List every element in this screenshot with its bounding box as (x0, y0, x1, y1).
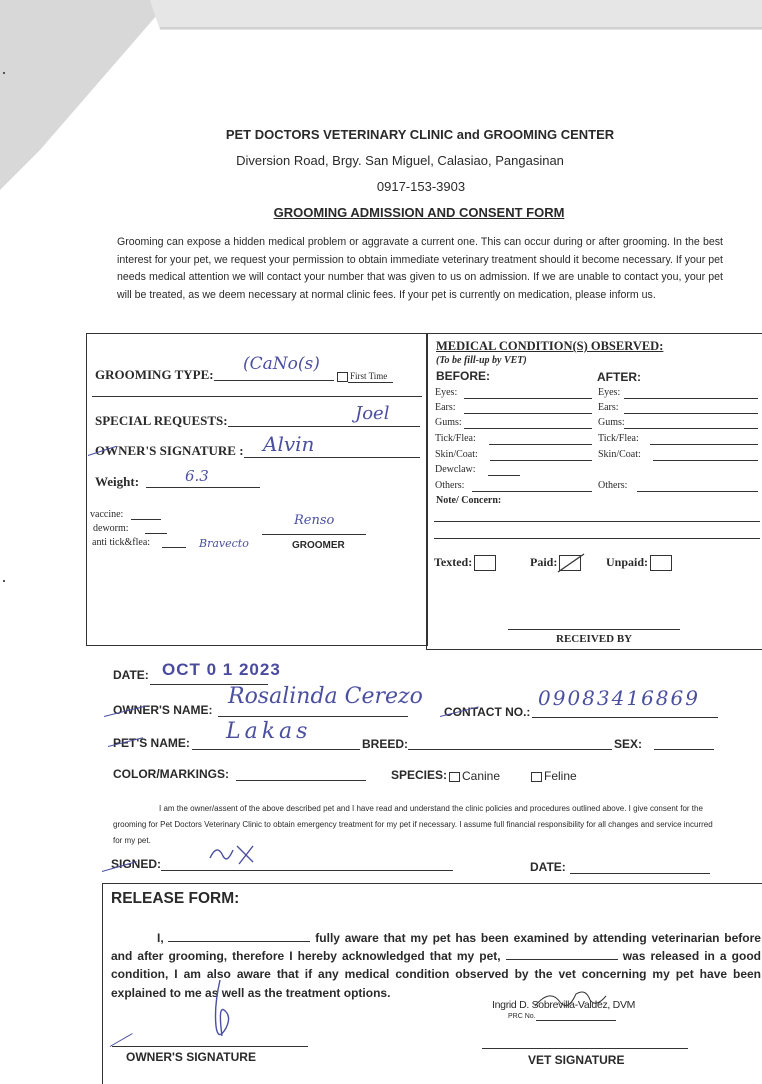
texted-checkbox[interactable] (474, 555, 496, 571)
vet-name: Ingrid D. Sobrevilla-Valdez, DVM (492, 999, 636, 1011)
weight-value[interactable]: 6.3 (185, 467, 209, 485)
paid-option[interactable]: Paid: (530, 555, 581, 571)
clinic-phone: 0917-153-3903 (376, 179, 466, 194)
canine-checkbox[interactable] (449, 772, 460, 782)
received-by-label: RECEIVED BY (556, 633, 633, 645)
intro-paragraph: Grooming can expose a hidden medical problem or aggravate a current one. This can occur during or after grooming. In the best interest for your pet, we request your permission to obtain immediate veterinary treatment should it become necessary. If your pet needs medical attention we will contact your number that was given to us on admission. If we are unable to contact you, your pet will be treated, as we deem necessary at normal clinic fees. If your pet is currently on medication, please inform us. (117, 236, 723, 301)
owner-release-signature (196, 976, 246, 1046)
edge-mark (3, 580, 5, 582)
before-field-row[interactable]: Tick/Flea: (435, 433, 476, 444)
contact-value[interactable]: 09083416869 (538, 686, 700, 710)
release-paragraph: I, fully aware that my pet has been examined by attending veterinarian before and after grooming, therefore I hereby acknowledged that my pet, was released in a good condition, I am also aware that if any medical condition observed by the vet concerning my pet have been explained to me as well as the treatment options. (111, 931, 761, 1000)
signed-signature (205, 838, 265, 868)
texted-option[interactable]: Texted: (434, 555, 496, 571)
release-title: RELEASE FORM: (111, 890, 240, 907)
release-owner-blank[interactable] (168, 929, 310, 942)
before-field-row[interactable]: Eyes: (435, 387, 458, 398)
owner-name-value[interactable]: Rosalinda Cerezo (228, 684, 423, 709)
after-field-row[interactable]: Others: (598, 480, 628, 491)
before-field-row[interactable]: Dewclaw: (435, 464, 476, 475)
pet-name-label: PET'S NAME: (113, 736, 190, 750)
signed-label: SIGNED: (111, 857, 162, 871)
before-label: BEFORE: (436, 369, 490, 383)
owner-signature-label: OWNER'S SIGNATURE : (95, 443, 244, 458)
owner-name-label: OWNER'S NAME: (113, 703, 213, 717)
paid-check-mark (556, 552, 586, 574)
grooming-type-label: GROOMING TYPE: (95, 367, 214, 382)
breed-label: BREED: (362, 737, 409, 751)
unpaid-option[interactable]: Unpaid: (606, 555, 672, 571)
after-field-row[interactable]: Gums: (598, 417, 625, 428)
date-stamp: OCT 0 1 2023 (162, 660, 281, 679)
medical-subtitle: (To be fill-up by VET) (436, 355, 527, 366)
special-requests-value[interactable]: Joel (355, 403, 390, 424)
groomer-label: GROOMER (292, 540, 345, 551)
paper-fold-shadow (0, 0, 762, 200)
color-markings-label: COLOR/MARKINGS: (113, 767, 229, 781)
pet-name-value[interactable]: Lakas (226, 719, 312, 744)
edge-mark (3, 72, 5, 74)
after-label: AFTER: (597, 370, 641, 384)
after-field-row[interactable]: Tick/Flea: (598, 433, 639, 444)
clinic-address: Diversion Road, Brgy. San Miguel, Calasiao, Pangasinan (236, 153, 564, 168)
deworm-label: deworm: (93, 523, 129, 534)
species-label: SPECIES: (391, 768, 448, 782)
unpaid-checkbox[interactable] (650, 555, 672, 571)
consent-paragraph: I am the owner/assent of the above described pet and I have read and understand the clinic policies and procedures outlined above. I give consent for the grooming for Pet Doctors Veterinary Clinic to obtain emergency treatment for my pet if necessary. I assume full financial responsibility for all changes and service incurred for my pet. (113, 804, 713, 845)
antitick-value[interactable]: Bravecto (199, 537, 249, 550)
before-field-row[interactable]: Gums: (435, 417, 462, 428)
before-field-row[interactable]: Skin/Coat: (435, 449, 478, 460)
grooming-type-value[interactable]: (CaNo(s) (243, 354, 320, 374)
release-owner-signature-label: OWNER'S SIGNATURE (126, 1050, 256, 1064)
date-label: DATE: (113, 668, 149, 682)
sex-label: SEX: (614, 737, 643, 751)
medical-title: MEDICAL CONDITION(S) OBSERVED: (436, 339, 664, 353)
vet-signature-label: VET SIGNATURE (528, 1053, 625, 1067)
release-pet-blank[interactable] (506, 947, 618, 960)
before-field-row[interactable]: Ears: (435, 402, 456, 413)
after-field-row[interactable]: Skin/Coat: (598, 449, 641, 460)
antitick-label: anti tick&flea: (92, 537, 151, 548)
after-field-row[interactable]: Ears: (598, 402, 619, 413)
before-field-row[interactable]: Others: (435, 480, 465, 491)
contact-label: CONTACT NO.: (444, 705, 531, 719)
feline-option[interactable]: Feline (531, 769, 577, 783)
groomer-name[interactable]: Renso (294, 513, 335, 528)
clinic-name: PET DOCTORS VETERINARY CLINIC and GROOMING CENTER (225, 127, 615, 142)
feline-checkbox[interactable] (531, 772, 542, 782)
first-time-checkbox[interactable] (337, 372, 348, 382)
vet-prc: PRC No. (508, 1013, 536, 1020)
after-field-row[interactable]: Eyes: (598, 387, 621, 398)
weight-label: Weight: (95, 474, 140, 489)
owner-signature-value[interactable]: Alvin (263, 432, 315, 456)
form-title: GROOMING ADMISSION AND CONSENT FORM (273, 205, 565, 220)
vaccine-label: vaccine: (90, 509, 124, 520)
canine-option[interactable]: Canine (449, 769, 500, 783)
special-requests-label: SPECIAL REQUESTS: (95, 413, 228, 428)
vet-signature-scribble (530, 986, 610, 1014)
signed-date-label: DATE: (530, 860, 566, 874)
paid-checkbox[interactable] (559, 555, 581, 571)
first-time-option[interactable]: First Time (337, 371, 387, 382)
note-label: Note/ Concern: (436, 495, 502, 506)
